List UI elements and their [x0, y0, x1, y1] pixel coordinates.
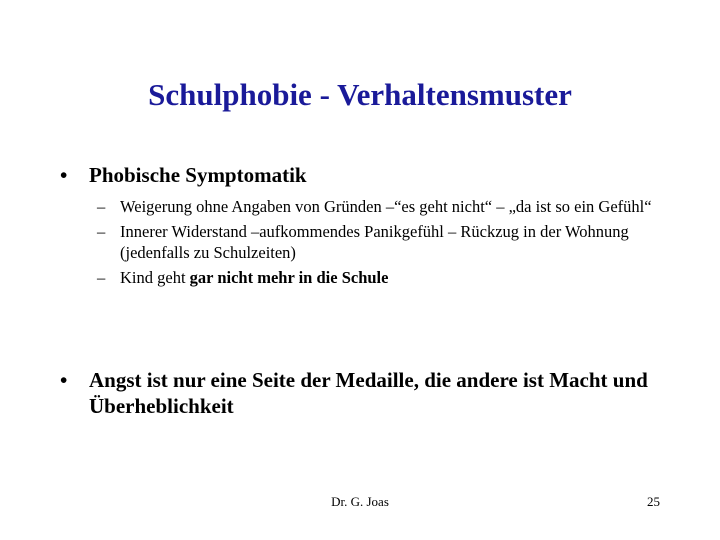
slide-title: Schulphobie - Verhaltensmuster — [148, 77, 572, 112]
bullet-angst-macht — [60, 367, 680, 419]
dash-glyph: – — [97, 197, 106, 216]
sub-bullet-text: Kind geht — [120, 268, 190, 287]
sub-bullet-emphasis: gar nicht mehr in die Schule — [189, 268, 389, 287]
footer-page-number: 25 — [647, 494, 660, 509]
bullet-phobische-symptomatik — [60, 162, 680, 188]
sub-bullet-text: Innerer Widerstand –aufkommendes Panikgefühl – Rückzug in der Wohnung (jedenfalls zu Schulzeiten) — [120, 222, 629, 262]
sub-bullet-item — [97, 196, 677, 217]
sub-bullet-text: Weigerung ohne Angaben von Gründen –“es geht nicht“ – „da ist so ein Gefühl“ — [120, 197, 652, 216]
bullet-glyph: • — [60, 368, 68, 392]
bullet-text: Phobische Symptomatik — [89, 163, 307, 187]
bullet-glyph: • — [60, 163, 68, 187]
bullet-text: Angst ist nur eine Seite der Medaille, die andere ist Macht und Überheblichkeit — [89, 368, 648, 418]
sub-bullet-item — [97, 221, 677, 263]
footer-author: Dr. G. Joas — [331, 494, 389, 509]
sub-bullet-item — [97, 267, 677, 288]
dash-glyph: – — [97, 222, 106, 241]
dash-glyph: – — [97, 268, 106, 287]
sub-bullet-list — [97, 196, 677, 292]
